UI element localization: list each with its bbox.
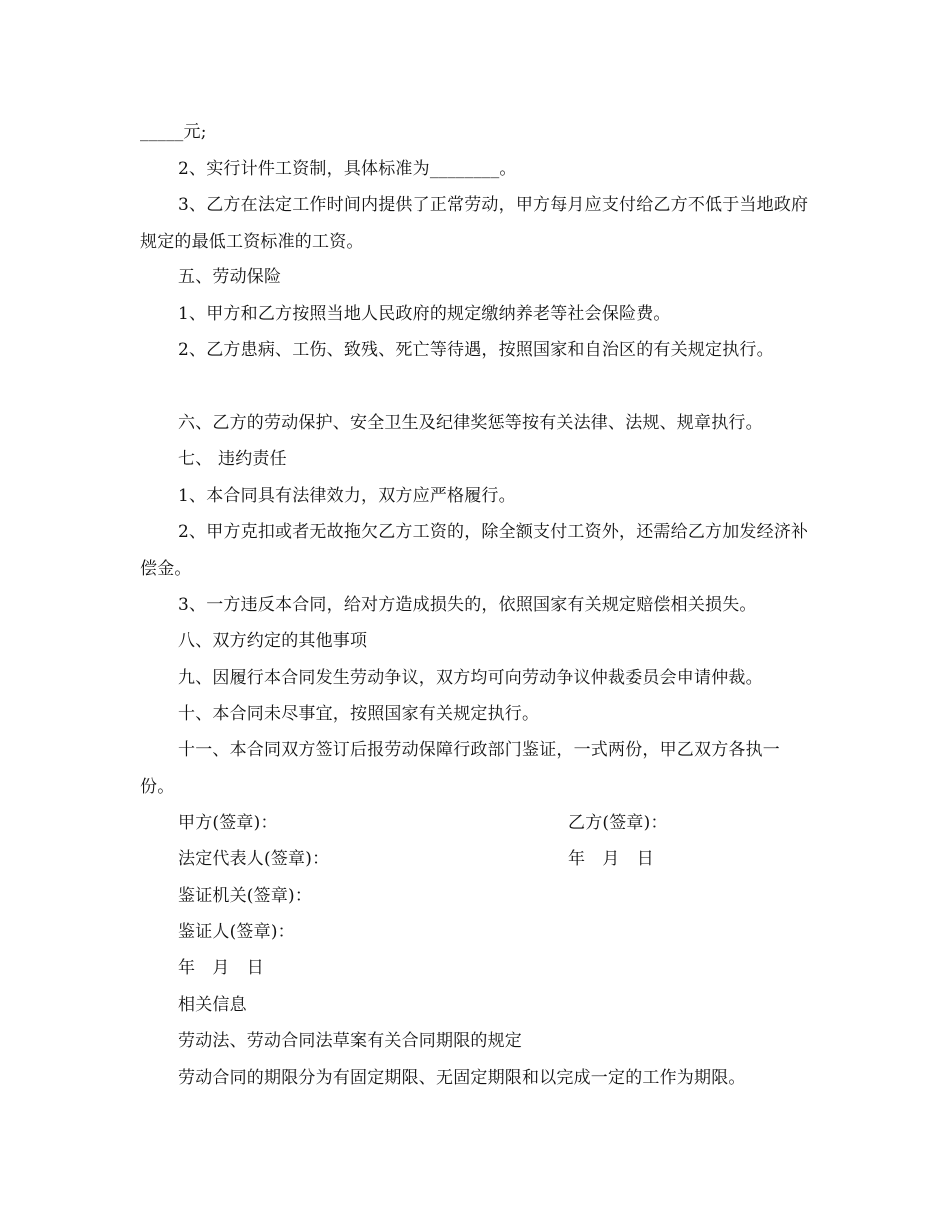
paragraph-legal-effect: 1、本合同具有法律效力，双方应严格履行。 xyxy=(178,486,516,506)
related-info-title: 劳动法、劳动合同法草案有关合同期限的规定 xyxy=(178,1031,522,1051)
related-info-text: 劳动合同的期限分为有固定期限、无固定期限和以完成一定的工作为期限。 xyxy=(178,1068,746,1088)
paragraph-social-insurance: 1、甲方和乙方按照当地人民政府的规定缴纳养老等社会保险费。 xyxy=(178,304,671,324)
section-heading-other-matters: 八、双方约定的其他事项 xyxy=(178,631,368,651)
related-info-heading: 相关信息 xyxy=(178,995,247,1015)
paragraph-piece-wage: 2、实行计件工资制，具体标准为________。 xyxy=(178,159,517,179)
section-heading-liability: 七、 违约责任 xyxy=(178,449,287,469)
paragraph-illness-injury: 2、乙方患病、工伤、致残、死亡等待遇，按照国家和自治区的有关规定执行。 xyxy=(178,340,774,360)
section-heading-insurance: 五、劳动保险 xyxy=(178,267,282,287)
paragraph-copies: 十一、本合同双方签订后报劳动保障行政部门鉴证，一式两份，甲乙双方各执一份。 xyxy=(140,740,780,797)
paragraph-salary-amount: _____元; xyxy=(140,122,207,142)
paragraph-arbitration: 九、因履行本合同发生劳动争议，双方均可向劳动争议仲裁委员会申请仲裁。 xyxy=(178,668,763,688)
signature-date-verifier: 年 月 日 xyxy=(178,958,264,978)
paragraph-unspecified-matters: 十、本合同未尽事宜，按照国家有关规定执行。 xyxy=(178,704,540,724)
signature-date-party-b: 年 月 日 xyxy=(568,849,654,869)
paragraph-breach-compensation: 3、一方违反本合同，给对方造成损失的，依照国家有关规定赔偿相关损失。 xyxy=(178,595,757,615)
paragraph-minimum-wage: 3、乙方在法定工作时间内提供了正常劳动，甲方每月应支付给乙方不低于当地政府规定的最低工资标准的工资。 xyxy=(140,195,809,252)
paragraph-wage-arrears: 2、甲方克扣或者无故拖欠乙方工资的，除全额支付工资外，还需给乙方加发经济补偿金。 xyxy=(140,522,809,579)
paragraph-labor-protection: 六、乙方的劳动保护、安全卫生及纪律奖惩等按有关法律、法规、规章执行。 xyxy=(178,413,763,433)
signature-verifier-person: 鉴证人(签章)： xyxy=(178,922,295,942)
signature-party-b: 乙方(签章)： xyxy=(568,813,668,833)
signature-verifier-organization: 鉴证机关(签章)： xyxy=(178,886,313,906)
signature-legal-representative: 法定代表人(签章)： xyxy=(178,849,330,869)
signature-party-a: 甲方(签章)： xyxy=(178,813,278,833)
